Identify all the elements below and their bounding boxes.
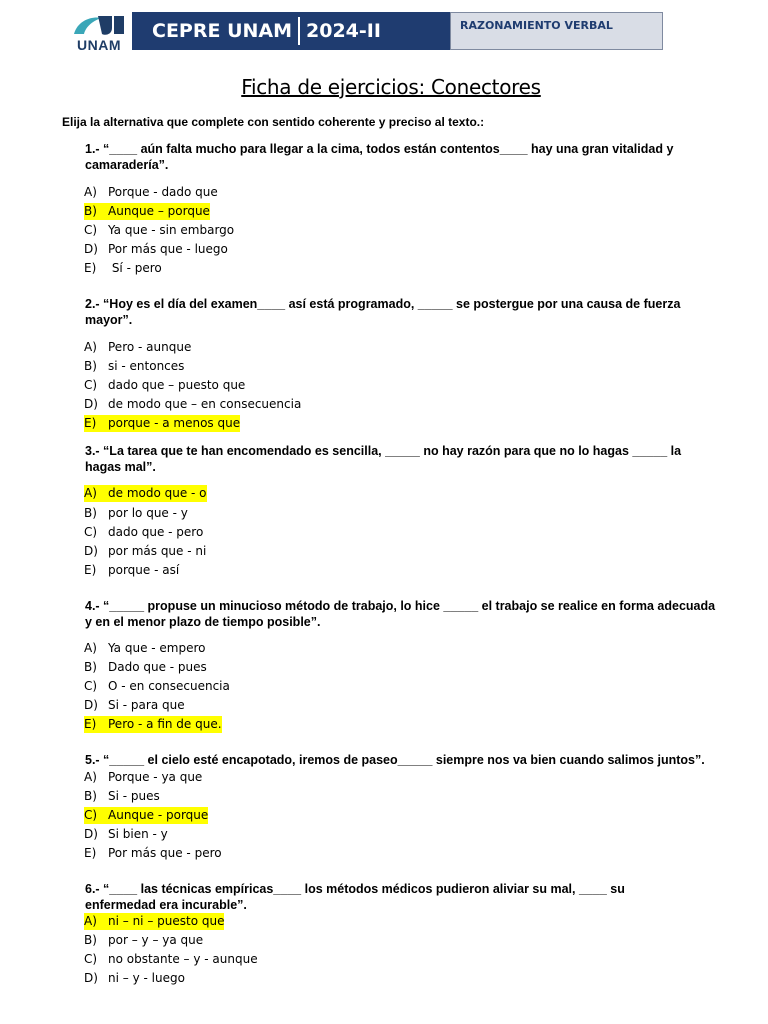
q2-option-c: C) dado que – puesto que <box>84 378 246 392</box>
banner-divider <box>298 17 300 45</box>
q6-option-b: B) por – y – ya que <box>84 933 204 947</box>
instructions: Elija la alternativa que complete con sentido coherente y preciso al texto.: <box>62 115 485 129</box>
q1-option-c: C) Ya que - sin embargo <box>84 223 235 237</box>
header-banner <box>132 12 450 50</box>
q6-option-d: D) ni – y - luego <box>84 971 185 985</box>
q2-option-a: A) Pero - aunque <box>84 340 192 354</box>
logo-text: UNAM <box>77 37 121 53</box>
q5-option-d: D) Si bien - y <box>84 827 168 841</box>
question-3-stem: 3.- “La tarea que te han encomendado es sencilla, _____ no hay razón para que no lo hagas _____ la hagas mal”. <box>85 444 682 474</box>
q3-option-c: C) dado que - pero <box>84 525 204 539</box>
unam-logo <box>68 12 130 56</box>
q1-option-a: A) Porque - dado que <box>84 185 218 199</box>
q3-option-e: E) porque - así <box>84 563 180 577</box>
banner-title: CEPRE UNAM <box>152 20 293 42</box>
q2-option-d: D) de modo que – en consecuencia <box>84 397 302 411</box>
q2-option-b: B) si - entonces <box>84 359 185 373</box>
q3-option-a: A) de modo que - o <box>84 486 207 500</box>
question-1-stem: 1.- “____ aún falta mucho para llegar a la cima, todos están contentos____ hay una gran vitalidad y camaradería”. <box>85 142 674 172</box>
q4-option-d: D) Si - para que <box>84 698 185 712</box>
q4-option-c: C) O - en consecuencia <box>84 679 230 693</box>
question-4-stem: 4.- “_____ propuse un minucioso método de trabajo, lo hice _____ el trabajo se realice en forma adecuada y en el menor plazo de tiempo posible”. <box>85 599 716 629</box>
q4-option-e: E) Pero - a fin de que. <box>84 717 222 731</box>
q6-option-c: C) no obstante – y - aunque <box>84 952 258 966</box>
question-2-stem: 2.- “Hoy es el día del examen____ así está programado, _____ se postergue por una causa de fuerza mayor”. <box>85 297 681 327</box>
question-6-stem: 6.- “____ las técnicas empíricas____ los métodos médicos pudieron aliviar su mal, ____ su enfermedad era incurable”. <box>85 882 625 912</box>
q1-option-e: E) Sí - pero <box>84 261 162 275</box>
q1-option-d: D) Por más que - luego <box>84 242 228 256</box>
q5-option-e: E) Por más que - pero <box>84 846 222 860</box>
q3-option-b: B) por lo que - y <box>84 506 188 520</box>
q4-option-b: B) Dado que - pues <box>84 660 207 674</box>
q2-option-e: E) porque - a menos que <box>84 416 241 430</box>
subject-label: RAZONAMIENTO VERBAL <box>450 12 663 50</box>
question-5-stem: 5.- “_____ el cielo esté encapotado, iremos de paseo_____ siempre nos va bien cuando salimos juntos”. <box>85 753 705 767</box>
q3-option-d: D) por más que - ni <box>84 544 207 558</box>
q4-option-a: A) Ya que - empero <box>84 641 206 655</box>
page-title: Ficha de ejercicios: Conectores <box>241 75 541 99</box>
q5-option-b: B) Si - pues <box>84 789 160 803</box>
q1-option-b: B) Aunque – porque <box>84 204 210 218</box>
logo-emblem-icon <box>68 12 130 38</box>
banner-term: 2024-II <box>306 20 381 42</box>
q5-option-c: C) Aunque - porque <box>84 808 209 822</box>
q5-option-a: A) Porque - ya que <box>84 770 203 784</box>
q6-option-a: A) ni – ni – puesto que <box>84 914 225 928</box>
